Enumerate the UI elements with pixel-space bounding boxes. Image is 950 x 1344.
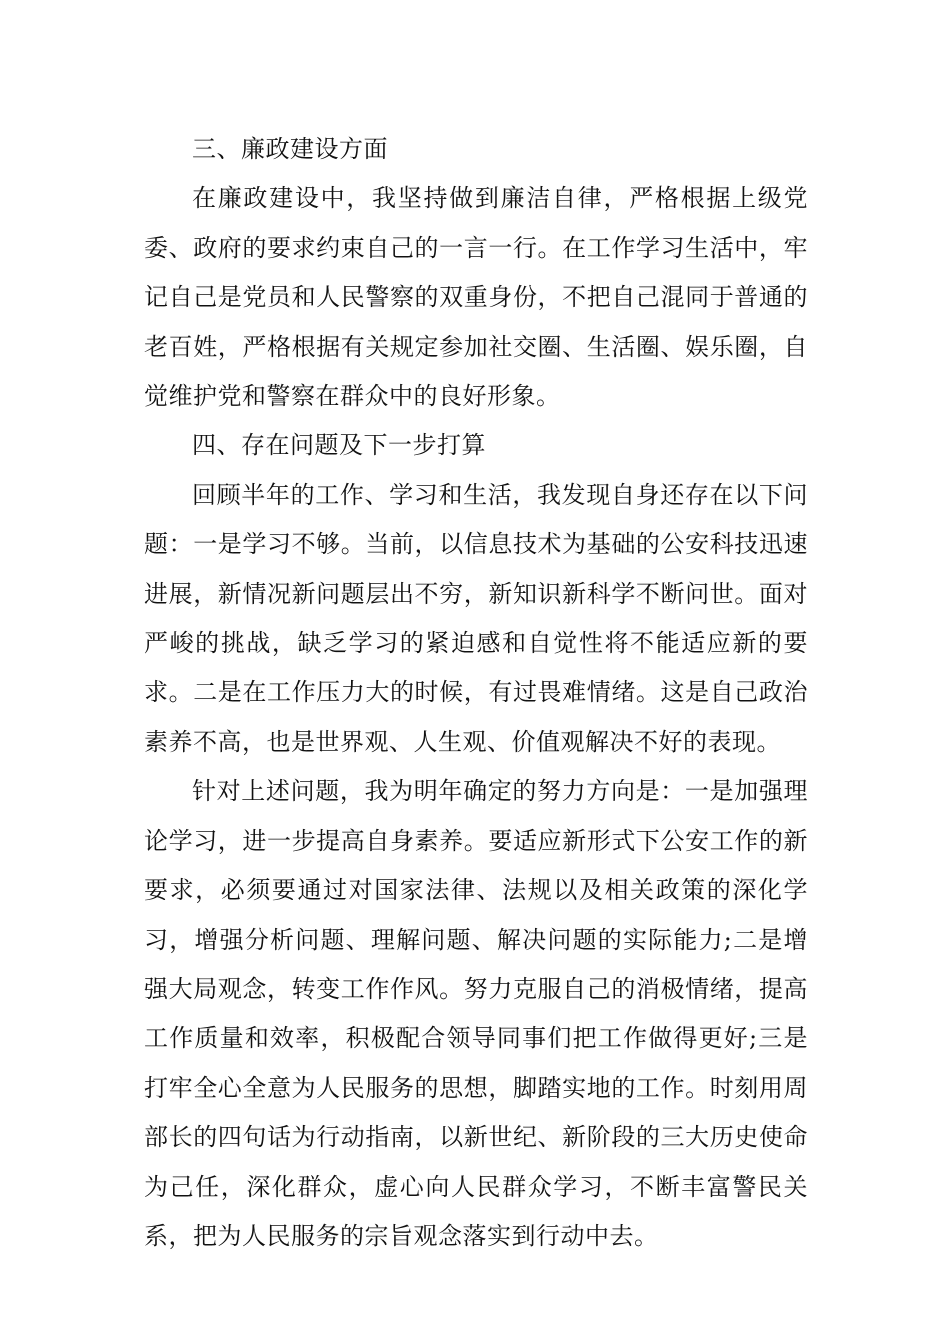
document-body [144,125,808,1261]
paragraph-plans: 针对上述问题，我为明年确定的努力方向是：一是加强理论学习，进一步提高自身素养。要适应新形式下公安工作的新要求，必须要通过对国家法律、法规以及相关政策的深化学习，增强分析问题、理解问题、解决问题的实际能力;二是增强大局观念，转变工作作风。努力克服自己的消极情绪，提高工作质量和效率，积极配合领导同事们把工作做得更好;三是打牢全心全意为人民服务的思想，脚踏实地的工作。时刻用周部长的四句话为行动指南，以新世纪、新阶段的三大历史使命为己任，深化群众，虚心向人民群众学习，不断丰富警民关系，把为人民服务的宗旨观念落实到行动中去。 [144,777,808,1250]
section-heading-integrity: 三、廉政建设方面 [192,135,388,163]
paragraph-integrity: 在廉政建设中，我坚持做到廉洁自律，严格根据上级党委、政府的要求约束自己的一言一行。在工作学习生活中，牢记自己是党员和人民警察的双重身份，不把自己混同于普通的老百姓，严格根据有关规定参加社交圈、生活圈、娱乐圈，自觉维护党和警察在群众中的良好形象。 [144,184,808,411]
paragraph-problems: 回顾半年的工作、学习和生活，我发现自身还存在以下问题：一是学习不够。当前，以信息技术为基础的公安科技迅速进展，新情况新问题层出不穷，新知识新科学不断问世。面对严峻的挑战，缺乏学习的紧迫感和自觉性将不能适应新的要求。二是在工作压力大的时候，有过畏难情绪。这是自己政治素养不高，也是世界观、人生观、价值观解决不好的表现。 [144,480,808,756]
section-heading-problems-plans: 四、存在问题及下一步打算 [192,431,486,460]
